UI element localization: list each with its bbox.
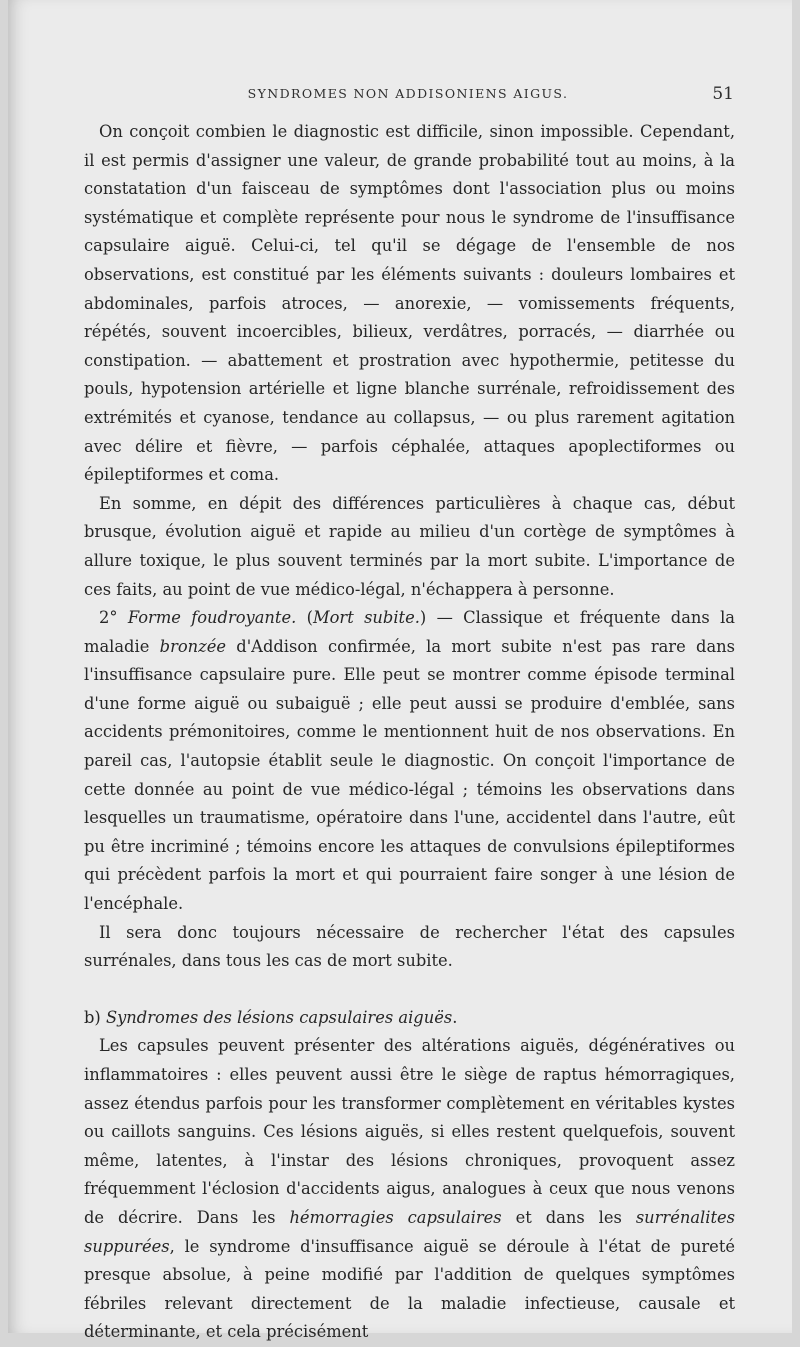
running-title: SYNDROMES NON ADDISONIENS AIGUS. xyxy=(247,86,569,101)
lesions-text-c: , le syndrome d'insuffisance aiguë se déroule à l'état de pureté presque absolue, à peine modifié par l'addition de quelques symptômes fébriles relevant directement de la maladie infectieuse, causale et déterminante, et cela précisément xyxy=(84,1236,735,1342)
book-page xyxy=(8,0,792,1342)
running-head xyxy=(78,86,738,106)
paragraph-acute-lesions xyxy=(84,1032,735,1347)
bronzee-term: bronzée xyxy=(159,636,226,656)
fulminant-text-b: d'Addison confirmée, la mort subite n'est pas rare dans l'insuffisance capsulaire pure. Elle peut se montrer comme épisode terminal d'une forme aiguë ou subaiguë ; elle peut aussi se produire d'emblée, sans accidents prémonitoires, comme le mentionnent huit de nos observations. En pareil cas, l'autopsie établit seule le diagnostic. On conçoit l'importance de cette donnée au point de vue médico-légal ; témoins les observations dans lesquelles un traumatisme, opératoire dans l'une, accidentel dans l'autre, eût pu être incriminé ; témoins encore les attaques de convulsions épileptiformes qui précèdent parfois la mort et qui pourraient faire songer à une lésion de l'encéphale. xyxy=(84,636,735,914)
body-text xyxy=(84,118,735,1347)
lesions-text-a: Les capsules peuvent présenter des altérations aiguës, dégénératives ou inflammatoires : elles peuvent aussi être le siège de raptus hémorragiques, assez étendus parfois pour les transformer complètement en véritables kystes ou caillots sanguins. Ces lésions aiguës, si elles restent quelquefois, souvent même, latentes, à l'instar des lésions chroniques, provoquent assez fréquemment l'éclosion d'accidents aigus, analogues à ceux que nous venons de décrire. Dans les xyxy=(84,1036,735,1227)
hemorrhage-term: hémorragies capsulaires xyxy=(289,1207,502,1227)
paragraph-fulminant-form xyxy=(84,604,735,919)
section-title: Syndromes des lésions capsulaires aiguës xyxy=(105,1007,453,1027)
sudden-death-subtitle: Mort subite. xyxy=(312,608,420,628)
fulminant-text-a: ) — Classique et fréquente dans la maladie xyxy=(84,608,735,656)
section-period: . xyxy=(452,1007,458,1027)
section-heading-b xyxy=(84,1004,735,1033)
fulminant-open-paren: ( xyxy=(296,608,313,628)
paragraph-summary: En somme, en dépit des différences particulières à chaque cas, début brusque, évolution aiguë et rapide au milieu d'un cortège de symptômes à allure toxique, le plus souvent terminés par la mort subite. L'importance de ces faits, au point de vue médico-légal, n'échappera à personne. xyxy=(84,493,735,599)
fulminant-numeral: 2° xyxy=(99,608,128,628)
fulminant-form-title: Forme foudroyante. xyxy=(127,608,297,628)
lesions-text-b: et dans les xyxy=(501,1207,636,1227)
paragraph-conclusion: Il sera donc toujours nécessaire de rechercher l'état des capsules surrénales, dans tous les cas de mort subite. xyxy=(84,922,735,971)
section-label: b) xyxy=(84,1007,106,1027)
page-number: 51 xyxy=(712,84,734,104)
paragraph-acute-syndrome: On conçoit combien le diagnostic est difficile, sinon impossible. Cependant, il est permis d'assigner une valeur, de grande probabilité tout au moins, à la constatation d'un faisceau de symptômes dont l'association plus ou moins systématique et complète représente pour nous le syndrome de l'insuffisance capsulaire aiguë. Celui-ci, tel qu'il se dégage de l'ensemble de nos observations, est constitué par les éléments suivants : douleurs lombaires et abdominales, parfois atroces, — anorexie, — vomissements fréquents, répétés, souvent incoercibles, bilieux, verdâtres, porracés, — diarrhée ou constipation. — abattement et prostration avec hypothermie, petitesse du pouls, hypotension artérielle et ligne blanche surrénale, refroidissement des extrémités et cyanose, tendance au collapsus, — ou plus rarement agitation avec délire et fièvre, — parfois céphalée, attaques apoplectiformes ou épileptiformes et coma. xyxy=(84,122,735,485)
suppurative-term: surrénalites suppurées xyxy=(84,1207,735,1256)
